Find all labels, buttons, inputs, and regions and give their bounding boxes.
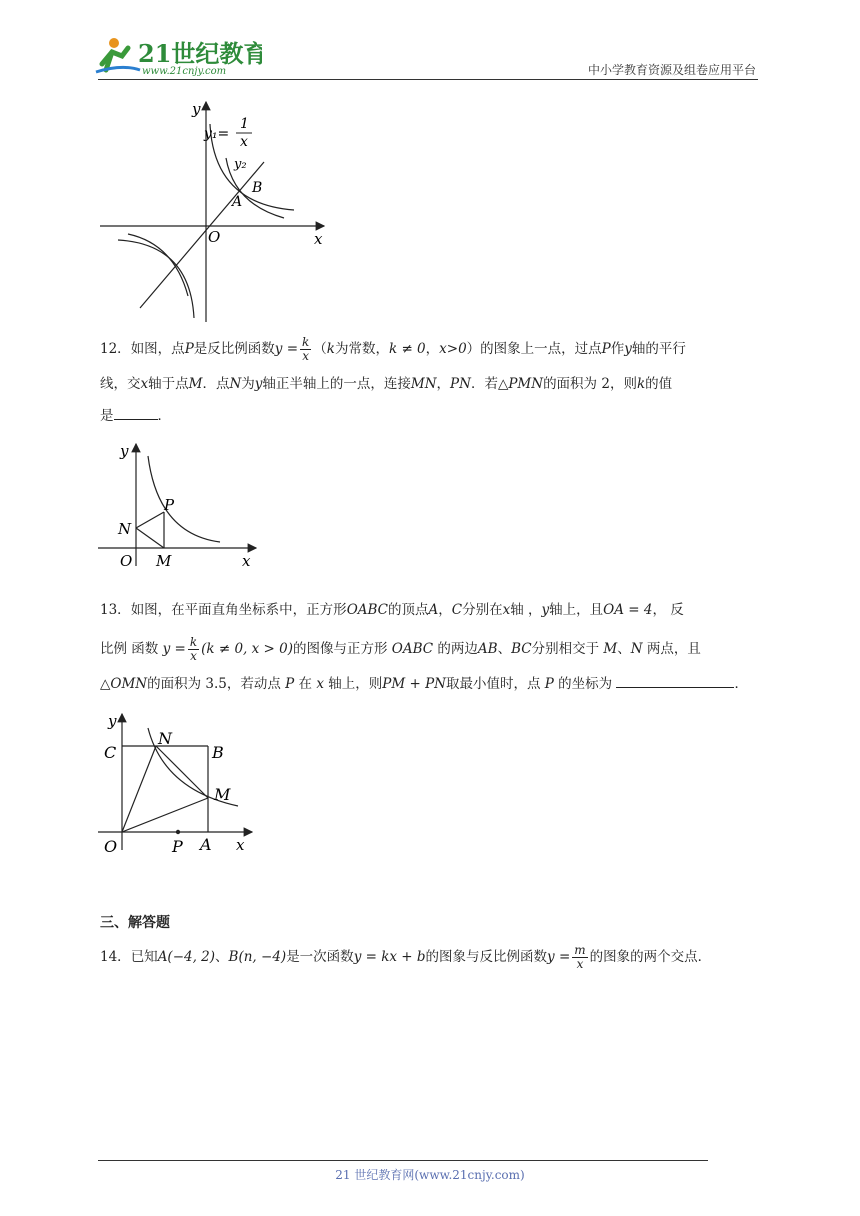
condition: (k ≠ 0, x > 0) — [201, 641, 293, 657]
text: 的面积为 2，则 — [543, 376, 637, 392]
point-n-label: N — [118, 520, 132, 538]
text: 在 — [298, 676, 313, 692]
side-bc: BC — [511, 641, 532, 657]
point-a: A(−4, 2) — [157, 949, 216, 965]
text: 轴上，则 — [328, 676, 383, 692]
point-a-label: A — [232, 194, 243, 210]
triangle-pmn: △PMN — [497, 376, 544, 392]
text: 比例 函数 — [100, 641, 159, 657]
text: ）的图象上一点，过点 — [466, 341, 602, 357]
equation-oa: OA = 4 — [603, 602, 653, 618]
point-c-label: C — [104, 743, 117, 762]
text: ．点 — [202, 376, 230, 392]
fraction-k-over-x — [300, 336, 311, 363]
segment-on — [122, 746, 156, 832]
question-13 — [100, 600, 762, 694]
question-number: 14． — [100, 949, 131, 965]
y-axis-label: y — [192, 100, 201, 118]
var-p: P — [601, 341, 611, 357]
text: 是反比例函数 — [193, 341, 275, 357]
numerator: k — [189, 635, 198, 649]
text: ， 反 — [652, 602, 684, 618]
square-oabc: OABC — [391, 641, 434, 657]
x-axis-label: x — [314, 230, 323, 248]
text: 为常数， — [334, 341, 389, 357]
text: ， — [425, 341, 440, 357]
text: ．若 — [470, 376, 498, 392]
var-n: N — [229, 376, 242, 392]
text: 是 — [100, 408, 114, 424]
text: 取最小值时，点 — [445, 676, 541, 692]
footer-site: 21 世纪教育网(www.21cnjy.com) — [335, 1168, 525, 1182]
var-y: y — [541, 602, 550, 618]
text: 如图，点 — [130, 341, 185, 357]
segment-mn — [136, 528, 164, 548]
condition: k ≠ 0 — [388, 341, 426, 357]
line-through-origin — [140, 162, 264, 308]
numerator: m — [574, 943, 586, 957]
text: 轴于点 — [148, 376, 189, 392]
var-m: M — [603, 641, 618, 657]
point-b: B(n, −4) — [228, 949, 287, 965]
text: 的图象与反比例函数 — [425, 949, 548, 965]
equation: y = — [274, 341, 299, 357]
text: 的两边 — [437, 641, 478, 657]
y-axis-label: y — [120, 442, 129, 460]
var-k: k — [326, 341, 335, 357]
point-m-label: M — [214, 785, 231, 804]
runner-icon — [96, 38, 140, 72]
y-axis-label: y — [108, 712, 117, 730]
text: 为 — [241, 376, 255, 392]
text: ， — [438, 602, 452, 618]
question-12 — [100, 336, 762, 426]
segment-om — [122, 798, 208, 832]
var-n: N — [630, 641, 643, 657]
equation: y = — [547, 949, 571, 965]
fraction-m-over-x — [572, 944, 587, 971]
denominator: x — [576, 957, 584, 971]
site-logo — [92, 34, 262, 82]
logo-url: www.21cnjy.com — [142, 66, 227, 77]
y1-label: y₁= — [204, 126, 230, 142]
square-oabc: OABC — [346, 602, 389, 618]
point-p-label: P — [172, 837, 183, 856]
text: 的面积为 3.5，若动点 — [147, 676, 281, 692]
var-p: P — [285, 676, 295, 692]
text: 、 — [497, 641, 512, 657]
text: 、 — [215, 949, 229, 965]
text: 两点，且 — [646, 641, 701, 657]
text: （ — [313, 341, 327, 357]
point-n-label: N — [158, 729, 172, 748]
origin-label: O — [120, 552, 133, 570]
x-axis-label: x — [242, 552, 251, 570]
text: 是一次函数 — [286, 949, 354, 965]
y1-numerator: 1 — [240, 116, 249, 132]
text: 已知 — [130, 949, 158, 965]
var-p: P — [544, 676, 554, 692]
segment-pn — [136, 512, 164, 528]
point-a-label: A — [200, 835, 212, 854]
numerator: k — [302, 335, 310, 349]
point-b-label: B — [212, 743, 224, 762]
var-c: C — [451, 602, 463, 618]
point-m-label: M — [156, 552, 172, 570]
text: 的值 — [645, 376, 673, 392]
y2-label: y₂ — [234, 157, 247, 172]
var-p: P — [184, 341, 194, 357]
footer-divider — [98, 1160, 708, 1161]
var-y: y — [624, 341, 632, 357]
header-platform-name: 中小学教育资源及组卷应用平台 — [587, 63, 756, 77]
logo-text: 21世纪教育 — [138, 39, 262, 68]
linear-function: y = kx + b — [353, 949, 426, 965]
figure-3 — [96, 710, 264, 860]
triangle-omn: △OMN — [100, 676, 148, 692]
text: 的坐标为 — [558, 676, 613, 692]
point-b-label: B — [252, 180, 263, 196]
text: 作 — [610, 341, 625, 357]
text: 如图，在平面直角坐标系中，正方形 — [130, 602, 347, 618]
header-divider — [98, 79, 758, 80]
var-m: M — [188, 376, 203, 392]
text: 轴 ， — [510, 602, 542, 618]
origin-label: O — [104, 837, 118, 856]
text: 线，交 — [100, 376, 141, 392]
expression: PM + PN — [382, 676, 446, 692]
origin-label: O — [208, 228, 221, 246]
side-ab: AB — [477, 641, 498, 657]
var-x: x — [316, 676, 324, 692]
var-y: y — [254, 376, 263, 392]
text: 分别在 — [462, 602, 503, 618]
x-axis-label: x — [236, 836, 245, 854]
question-number: 12． — [100, 341, 131, 357]
text: ． — [157, 408, 171, 424]
answer-blank — [616, 687, 734, 688]
var-a: A — [428, 602, 439, 618]
segment-mn: MN — [410, 376, 437, 392]
hyperbola-curve — [148, 456, 220, 542]
text: ． — [734, 676, 748, 692]
fraction-k-over-x — [188, 636, 199, 663]
point-p-label: P — [164, 496, 175, 514]
text: 轴的平行 — [631, 341, 686, 357]
text: 的图像与正方形 — [293, 641, 388, 657]
answer-blank — [114, 419, 158, 420]
text: 、 — [617, 641, 631, 657]
segment-mn — [156, 746, 208, 798]
figure-1 — [96, 96, 336, 326]
text: 轴上，且 — [549, 602, 604, 618]
section-title: 三、解答题 — [100, 915, 170, 931]
text: 轴正半轴上的一点，连接 — [262, 376, 411, 392]
denominator: x — [302, 349, 310, 363]
question-14 — [100, 944, 762, 971]
var-x: x — [140, 376, 149, 392]
y1-denominator: x — [240, 134, 248, 150]
point-p-marker — [176, 830, 180, 834]
segment-pn: PN — [450, 376, 471, 392]
var-k: k — [636, 376, 646, 392]
condition: x>0 — [439, 341, 467, 357]
figure-2 — [96, 438, 266, 576]
equation: y = — [162, 641, 186, 657]
text: 的图象的两个交点． — [589, 949, 712, 965]
text: ， — [436, 376, 451, 392]
text: 分别相交于 — [531, 641, 600, 657]
denominator: x — [190, 649, 197, 663]
question-number: 13． — [100, 602, 131, 618]
text: 的顶点 — [388, 602, 429, 618]
var-x: x — [502, 602, 511, 618]
